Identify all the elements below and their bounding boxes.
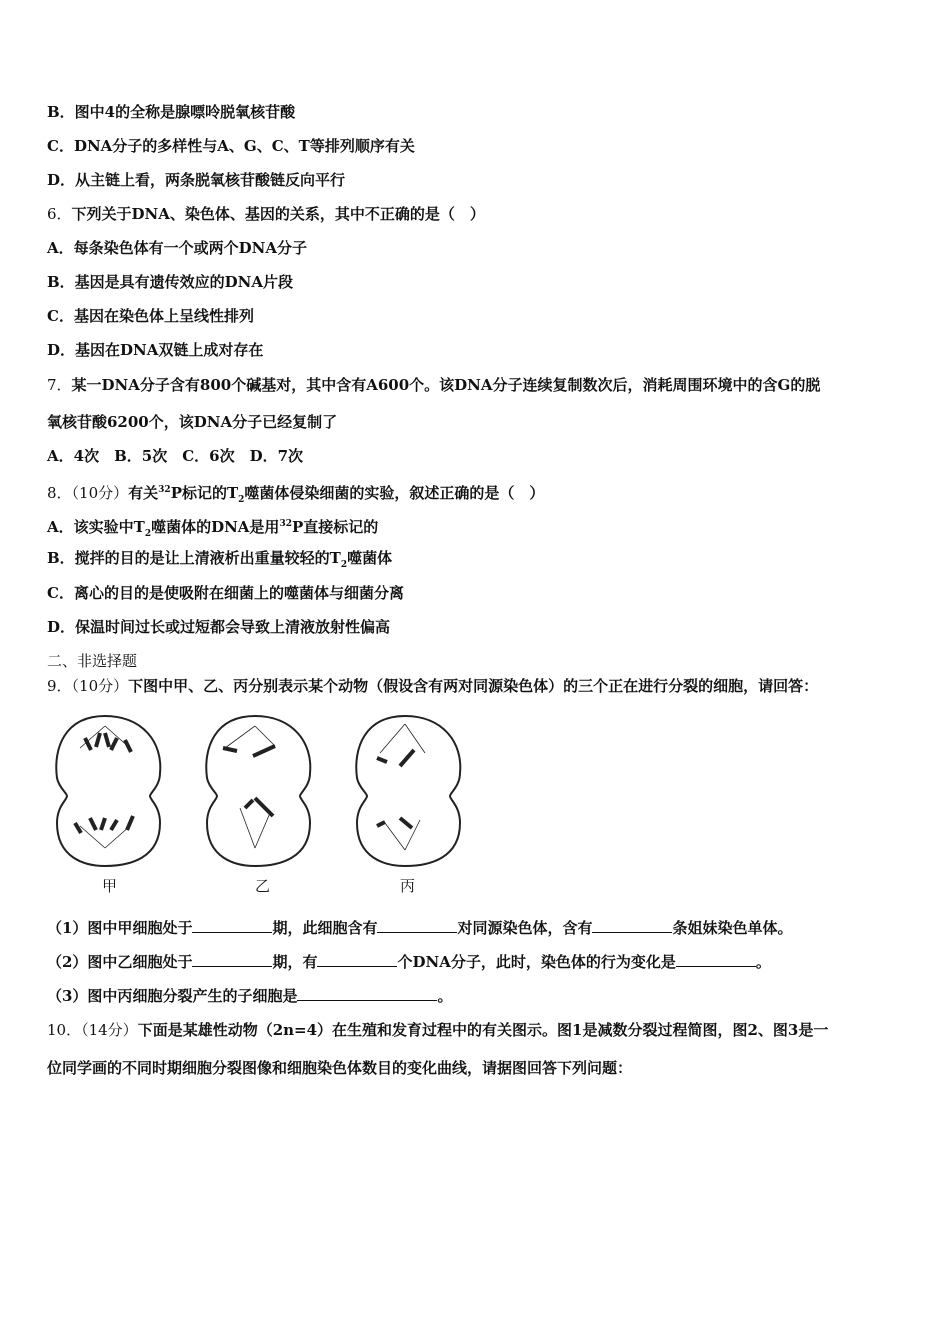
option-a — [47, 514, 378, 544]
text: （3）图中丙细胞分裂产生的子细胞是 — [47, 987, 298, 1005]
label-yi: 乙 — [255, 877, 271, 895]
answer-blank[interactable] — [377, 918, 457, 933]
score: （14分） — [81, 1021, 138, 1039]
text: 噬菌体的DNA是用 — [151, 518, 280, 536]
superscript: 32 — [158, 485, 171, 495]
answer-blank[interactable] — [192, 918, 272, 933]
option-a: A．每条染色体有一个或两个DNA分子 — [47, 239, 307, 257]
stem-text: 下列关于DNA、染色体、基因的关系，其中不正确的是（ ） — [71, 205, 485, 223]
text: A．该实验中T — [47, 518, 145, 536]
answer-blank[interactable] — [317, 952, 397, 967]
text: B．搅拌的目的是让上清液析出重量较轻的T — [47, 549, 341, 567]
answer-blank[interactable] — [192, 952, 272, 967]
option-d: D．从主链上看，两条脱氧核苷酸链反向平行 — [47, 171, 346, 189]
stem-text: 有关 — [128, 484, 159, 502]
score: （10分） — [71, 484, 129, 502]
cell-jia — [56, 716, 160, 866]
option-b: B．基因是具有遗传效应的DNA片段 — [47, 273, 294, 291]
question-stem — [47, 480, 544, 510]
option-b: B．图中4的全称是腺嘌呤脱氧核苷酸 — [47, 103, 296, 121]
text: 期，此细胞含有 — [272, 919, 378, 937]
label-bing: 丙 — [400, 877, 416, 895]
text: 个DNA分子，此时，染色体的行为变化是 — [397, 953, 676, 971]
question-number: 8． — [47, 484, 72, 502]
answer-blank[interactable] — [297, 986, 437, 1001]
text: 对同源染色体，含有 — [457, 919, 593, 937]
label-jia: 甲 — [102, 877, 118, 895]
question-number: 6． — [47, 205, 72, 223]
question-stem — [47, 1020, 828, 1040]
text: 期，有 — [272, 953, 318, 971]
superscript: 32 — [279, 519, 292, 529]
subscript: 2 — [144, 529, 152, 539]
subscript: 2 — [238, 495, 245, 505]
subscript: 2 — [340, 560, 348, 570]
question-number: 7． — [47, 376, 72, 394]
question-stem-cont: 氧核苷酸6200个，该DNA分子已经复制了 — [47, 413, 338, 431]
stem-text: 某一DNA分子含有800个碱基对，其中含有A600个。该DNA分子连续复制数次后，消耗周围环境中的含G的脱 — [71, 376, 821, 394]
stem-text: 下图中甲、乙、丙分别表示某个动物（假设含有两对同源染色体）的三个正在进行分裂的细胞，请回答： — [128, 677, 819, 695]
text: 。 — [755, 953, 771, 971]
score: （10分） — [71, 677, 129, 695]
subquestion-1 — [47, 918, 793, 938]
question-number: 9． — [47, 677, 72, 695]
subquestion-3 — [47, 986, 452, 1006]
options: A．4次 B．5次 C．6次 D．7次 — [47, 447, 304, 465]
subquestion-2 — [47, 952, 771, 972]
option-d: D．保温时间过长或过短都会导致上清液放射性偏高 — [47, 618, 391, 636]
question-stem — [47, 375, 820, 395]
answer-blank[interactable] — [592, 918, 672, 933]
option-c: C．基因在染色体上呈线性排列 — [47, 307, 254, 325]
text: 噬菌体 — [347, 549, 393, 567]
question-stem — [47, 676, 818, 696]
option-b — [47, 548, 392, 575]
option-d: D．基因在DNA双链上成对存在 — [47, 341, 264, 359]
text: 。 — [437, 987, 453, 1005]
question-stem-cont: 位同学画的不同时期细胞分裂图像和细胞染色体数目的变化曲线，请据图回答下列问题： — [47, 1059, 633, 1077]
section-heading: 二、非选择题 — [47, 652, 138, 670]
text: 条姐妹染色单体。 — [672, 919, 793, 937]
text: P直接标记的 — [291, 518, 379, 536]
stem-text: 噬菌体侵染细菌的实验，叙述正确的是（ ） — [244, 484, 545, 502]
text: （2）图中乙细胞处于 — [47, 953, 193, 971]
answer-blank[interactable] — [676, 952, 756, 967]
question-number: 10． — [47, 1021, 82, 1039]
question-stem — [47, 204, 485, 224]
cell-yi — [206, 716, 310, 866]
option-c: C．DNA分子的多样性与A、G、C、T等排列顺序有关 — [47, 137, 415, 155]
option-c: C．离心的目的是使吸附在细菌上的噬菌体与细菌分离 — [47, 584, 404, 602]
text: （1）图中甲细胞处于 — [47, 919, 193, 937]
cell-bing — [356, 716, 460, 866]
stem-text: P标记的T — [170, 484, 239, 502]
stem-text: 下面是某雄性动物（2n=4）在生殖和发育过程中的有关图示。图1是减数分裂过程简图，图2、图3是一 — [137, 1021, 829, 1039]
cell-division-figure — [45, 708, 475, 873]
